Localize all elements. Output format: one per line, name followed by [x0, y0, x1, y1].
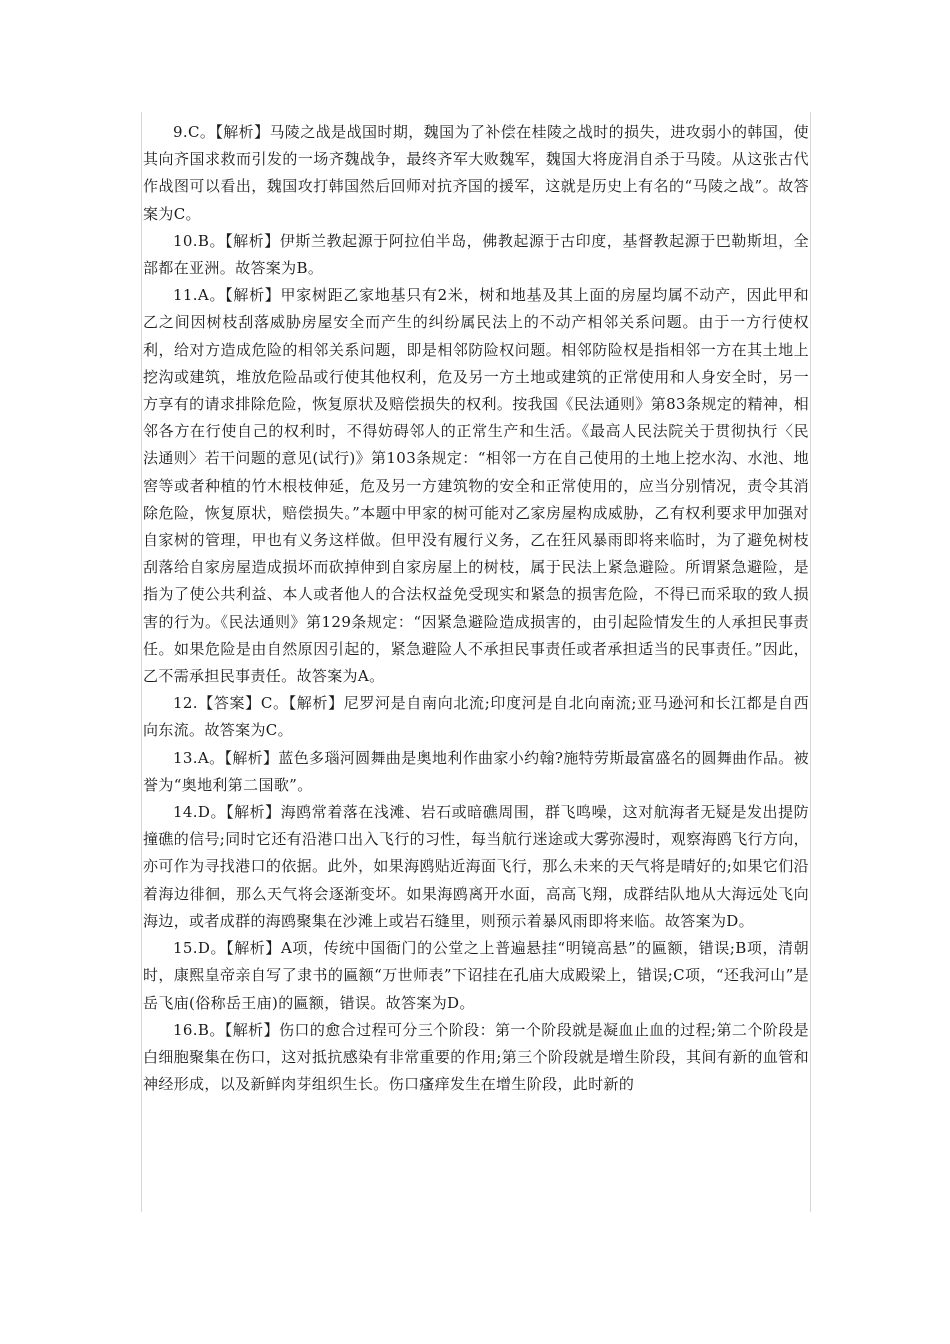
answer-10: 10.B。【解析】伊斯兰教起源于阿拉伯半岛，佛教起源于古印度，基督教起源于巴勒斯坦，全部都在亚洲。故答案为B。 — [143, 231, 809, 278]
left-margin-rule — [141, 112, 142, 1212]
answer-12: 12.【答案】C。【解析】尼罗河是自南向北流;印度河是自北向南流;亚马逊河和长江都是自西向东流。故答案为C。 — [143, 694, 809, 740]
right-margin-rule — [810, 112, 811, 1212]
answer-explanations — [143, 119, 809, 1098]
answer-15: 15.D。【解析】A项，传统中国衙门的公堂之上普遍悬挂“明镜高悬”的匾额，错误;B项，清朝时，康熙皇帝亲自写了隶书的匾额“万世师表”下诏挂在孔庙大成殿梁上，错误;C项，“还我河山”是岳飞庙(俗称岳王庙)的匾额，错误。故答案为D。 — [143, 939, 809, 1012]
answer-11: 11.A。【解析】甲家树距乙家地基只有2米，树和地基及其上面的房屋均属不动产，因此甲和乙之间因树枝刮落威胁房屋安全而产生的纠纷属民法上的不动产相邻关系问题。由于一方行使权利，给对方造成危险的相邻关系问题，即是相邻防险权问题。相邻防险权是指相邻一方在其土地上挖沟或建筑，堆放危险品或行使其他权利，危及另一方土地或建筑的正常使用和人身安全时，另一方享有的请求排除危险，恢复原状及赔偿损失的权利。按我国《民法通则》第83条规定的精神，相邻各方在行使自己的权利时，不得妨碍邻人的正常生产和生活。《最高人民法院关于贯彻执行〈民法通则〉若干问题的意见(试行)》第103条规定：“相邻一方在自己使用的土地上挖水沟、水池、地窖等或者种植的竹木根枝伸延，危及另一方建筑物的安全和正常使用的，应当分别情况，责令其消除危险，恢复原状，赔偿损失。”本题中甲家的树可能对乙家房屋构成威胁，乙有权利要求甲加强对自家树的管理，甲也有义务这样做。但甲没有履行义务，乙在狂风暴雨即将来临时，为了避免树枝刮落给自家房屋造成损坏而砍掉伸到自家房屋上的树枝，属于民法上紧急避险。所谓紧急避险，是指为了使公共利益、本人或者他人的合法权益免受现实和紧急的损害危险，不得已而采取的致人损害的行为。《民法通则》第129条规定：“因紧急避险造成损害的，由引起险情发生的人承担民事责任。如果危险是由自然原因引起的，紧急避险人不承担民事责任或者承担适当的民事责任。”因此，乙不需承担民事责任。故答案为A。 — [143, 286, 809, 686]
answer-13: 13.A。【解析】蓝色多瑙河圆舞曲是奥地利作曲家小约翰?施特劳斯最富盛名的圆舞曲作品。被誉为“奥地利第二国歌”。 — [143, 748, 809, 794]
answer-14: 14.D。【解析】海鸥常着落在浅滩、岩石或暗礁周围，群飞鸣噪，这对航海者无疑是发出提防撞礁的信号;同时它还有沿港口出入飞行的习性，每当航行迷途或大雾弥漫时，观察海鸥飞行方向，亦可作为寻找港口的依据。此外，如果海鸥贴近海面飞行，那么未来的天气将是晴好的;如果它们沿着海边徘徊，那么天气将会逐渐变坏。如果海鸥离开水面，高高飞翔，成群结队地从大海远处飞向海边，或者成群的海鸥聚集在沙滩上或岩石缝里，则预示着暴风雨即将来临。故答案为D。 — [143, 803, 809, 930]
answer-16: 16.B。【解析】伤口的愈合过程可分三个阶段：第一个阶段就是凝血止血的过程;第二个阶段是白细胞聚集在伤口，这对抵抗感染有非常重要的作用;第三个阶段就是增生阶段，其间有新的血管和神经形成，以及新鲜肉芽组织生长。伤口瘙痒发生在增生阶段，此时新的 — [143, 1020, 809, 1094]
answer-9: 9.C。【解析】马陵之战是战国时期，魏国为了补偿在桂陵之战时的损失，进攻弱小的韩国，使其向齐国求救而引发的一场齐魏战争，最终齐军大败魏军，魏国大将庞涓自杀于马陵。从这张古代作战图可以看出，魏国攻打韩国然后回师对抗齐国的援军，这就是历史上有名的“马陵之战”。故答案为C。 — [143, 123, 809, 223]
